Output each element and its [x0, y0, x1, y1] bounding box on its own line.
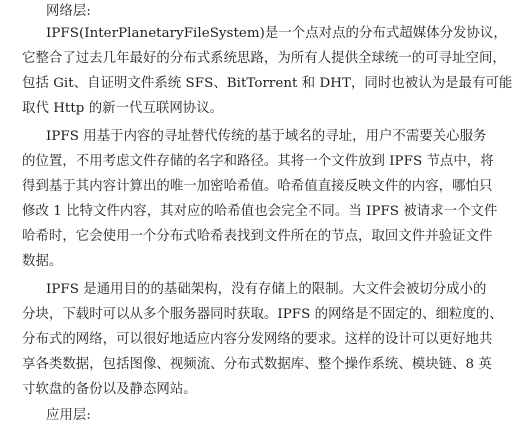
next-section-heading-cut-off: 应用层:	[46, 408, 91, 423]
paragraph-2-line-1: IPFS 用基于内容的寻址替代传统的基于域名的寻址，用户不需要关心服务	[46, 129, 487, 144]
paragraph-2-line-4: 修改 1 比特文件内容，其对应的哈希值也会完全不同。当 IPFS 被请求一个文件	[22, 204, 498, 219]
paragraph-3-line-3: 分布式的网络，可以很好地适应内容分发网络的要求。这样的设计可以更好地共	[22, 332, 493, 347]
paragraph-3-line-2: 分块，下载时可以从多个服务器同时获取。IPFS 的网络是不固定的、细粒度的、	[22, 307, 503, 322]
section-heading: 网络层:	[46, 4, 91, 19]
paragraph-1-line-2: 它整合了过去几年最好的分布式系统思路，为所有人提供全球统一的可寻址空间，	[22, 51, 506, 66]
paragraph-1-line-1: IPFS(InterPlanetaryFileSystem)是一个点对点的分布式超媒体分发协议，	[46, 26, 507, 41]
paragraph-3-line-5: 寸软盘的备份以及静态网站。	[22, 382, 197, 397]
paragraph-2-line-6: 数据。	[22, 254, 63, 269]
paragraph-2-line-3: 得到基于其内容计算出的唯一加密哈希值。哈希值直接反映文件的内容，哪怕只	[22, 179, 493, 194]
paragraph-2-line-5: 哈希时，它会使用一个分布式哈希表找到文件所在的节点，取回文件并验证文件	[22, 229, 493, 244]
paragraph-3-line-4: 享各类数据，包括图像、视频流、分布式数据库、整个操作系统、模块链、8 英	[22, 357, 492, 372]
paragraph-3-line-1: IPFS 是通用目的的基础架构，没有存储上的限制。大文件会被切分成小的	[46, 282, 487, 297]
paragraph-1-line-4: 取代 Http 的新一代互联网协议。	[22, 101, 224, 116]
paragraph-2-line-2: 的位置，不用考虑文件存储的名字和路径。其将一个文件放到 IPFS 节点中，将	[22, 154, 494, 169]
paragraph-1-line-3: 包括 Git、自证明文件系统 SFS、BitTorrent 和 DHT，同时也被认为是最有可能	[22, 76, 512, 91]
